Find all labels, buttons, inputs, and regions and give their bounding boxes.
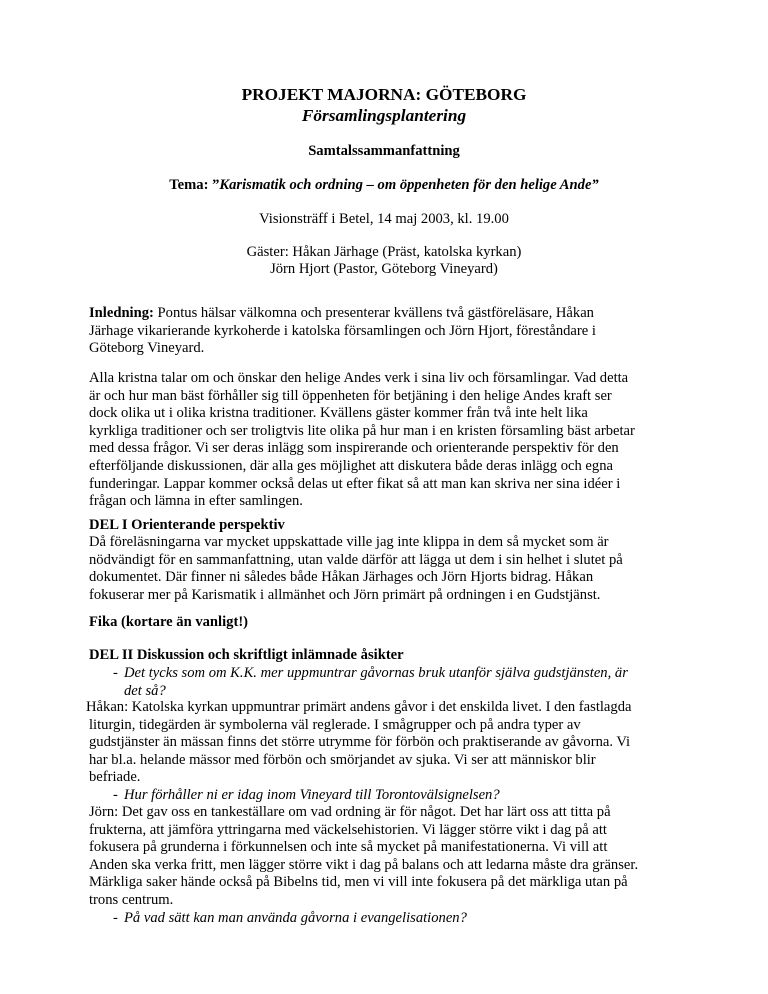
event-line: Visionsträff i Betel, 14 maj 2003, kl. 19.00 bbox=[259, 211, 509, 227]
del2-heading: DEL II Diskussion och skriftligt inlämnade åsikter bbox=[89, 647, 404, 663]
paragraph-line: Alla kristna talar om och önskar den helige Andes verk i sina liv och församlingar. Vad detta bbox=[89, 370, 629, 386]
paragraph-line: är och hur man bäst förhåller sig till öppenheten för betjäning i den helige Andes kraft ser bbox=[89, 387, 612, 404]
question-1 bbox=[124, 665, 684, 700]
answer-line: gudstjänster än mässan finns det större utrymme för förbön och praktiserande av gåvorna. Vi bbox=[89, 734, 631, 751]
document-subtitle: Församlingsplantering bbox=[301, 106, 467, 125]
question-line: Det tycks som om K.K. mer uppmuntrar gåvornas bruk utanför själva gudstjänsten, är bbox=[124, 665, 628, 681]
paragraph-line: efterföljande diskussionen, där alla ges möjlighet att diskutera både deras inlägg och egna bbox=[89, 457, 613, 474]
del1-paragraph bbox=[89, 534, 689, 604]
bullet-dash: - bbox=[113, 787, 118, 803]
del1-heading: DEL I Orienterande perspektiv bbox=[89, 517, 285, 533]
document-title: PROJEKT MAJORNA: GÖTEBORG bbox=[241, 85, 527, 104]
intro-line-3: Göteborg Vineyard. bbox=[89, 340, 205, 357]
guests-line-2: Jörn Hjort (Pastor, Göteborg Vineyard) bbox=[270, 261, 498, 277]
paragraph-line: dock olika ut i olika kristna traditioner. Kvällens gäster kommer från två inte helt lika bbox=[89, 405, 588, 422]
intro-label: Inledning: bbox=[89, 305, 154, 321]
paragraph-line: nödvändigt för en sammanfattning, utan valde därför att lägga ut dem i sin helhet i slutet på bbox=[89, 551, 623, 568]
theme-text: Karismatik och ordning – om öppenheten för den helige Ande” bbox=[219, 177, 599, 193]
paragraph-2 bbox=[89, 370, 689, 511]
answer-line: frukterna, att jämföra yttringarna med väckelsehistorien. Vi lägger större vikt i dag på att bbox=[89, 821, 607, 838]
paragraph-line: frågan och lämna in efter samlingen. bbox=[89, 493, 303, 510]
paragraph-line: funderingar. Lappar kommer också delas ut efter fikat så att man kan skriva ner sina idéer i bbox=[89, 475, 621, 492]
intro-line-2: Järhage vikarierande kyrkoherde i katolska församlingen och Jörn Hjort, föreståndare i bbox=[89, 322, 596, 339]
document-type: Samtalssammanfattning bbox=[308, 143, 460, 159]
answer-2 bbox=[89, 804, 689, 910]
paragraph-line: dokumentet. Där finner ni således både Håkan Järhages och Jörn Hjorts bidrag. Håkan bbox=[89, 569, 594, 586]
answer-line: liturgin, tidegärden är symbolerna väl reglerade. I smågrupper och på andra typer av bbox=[89, 716, 581, 733]
theme-label: Tema: ” bbox=[169, 177, 220, 193]
question-line: det så? bbox=[124, 682, 166, 699]
answer-line: Jörn: Det gav oss en tankeställare om vad ordning är för något. Det har lärt oss att titta på bbox=[89, 804, 611, 820]
answer-1 bbox=[86, 699, 686, 787]
intro-paragraph bbox=[89, 305, 689, 358]
fika-heading: Fika (kortare än vanligt!) bbox=[89, 614, 249, 630]
paragraph-line: fokuserar mer på Karismatik i allmänhet och Jörn primärt på ordningen i en Gudstjänst. bbox=[89, 586, 601, 603]
paragraph-line: med dessa frågor. Vi ser deras inlägg som inspirerande och orienterande perspektiv för den bbox=[89, 440, 619, 457]
guests-line-1: Gäster: Håkan Järhage (Präst, katolska kyrkan) bbox=[246, 244, 522, 260]
question-2: Hur förhåller ni er idag inom Vineyard till Torontovälsignelsen? bbox=[124, 787, 500, 803]
question-3: På vad sätt kan man använda gåvorna i evangelisationen? bbox=[124, 910, 467, 926]
theme-line bbox=[0, 177, 768, 195]
intro-line-1 bbox=[89, 305, 689, 323]
paragraph-line: kyrkliga traditioner och ser troligtvis lite olika på hur man i en kristen församling bäst arbetar bbox=[89, 422, 635, 439]
bullet-dash: - bbox=[113, 665, 118, 681]
answer-line: Håkan: Katolska kyrkan uppmuntrar primärt andens gåvor i det enskilda livet. I den fastlagda bbox=[86, 699, 632, 715]
answer-line: har bl.a. helande mässor med förbön och smörjandet av sjuka. Vi ser att människor blir bbox=[89, 751, 596, 768]
bullet-dash: - bbox=[113, 910, 118, 926]
answer-line: Märkliga saker hände också på Bibelns tid, men vi vill inte fokusera på det märkliga utan på bbox=[89, 874, 628, 891]
paragraph-line: Då föreläsningarna var mycket uppskattade ville jag inte klippa in dem så mycket som är bbox=[89, 534, 609, 550]
answer-line: fokusera på grunderna i förkunnelsen och inte så mycket på manifestationerna. Vi vill att bbox=[89, 839, 608, 856]
answer-line: befriade. bbox=[89, 769, 141, 786]
answer-line: Anden ska verka fritt, men lägger större vikt i dag på balans och att ledarna måste dra gränser. bbox=[89, 856, 639, 873]
intro-text: Pontus hälsar välkomna och presenterar kvällens två gästföreläsare, Håkan bbox=[153, 305, 594, 321]
answer-line: trons centrum. bbox=[89, 891, 174, 908]
